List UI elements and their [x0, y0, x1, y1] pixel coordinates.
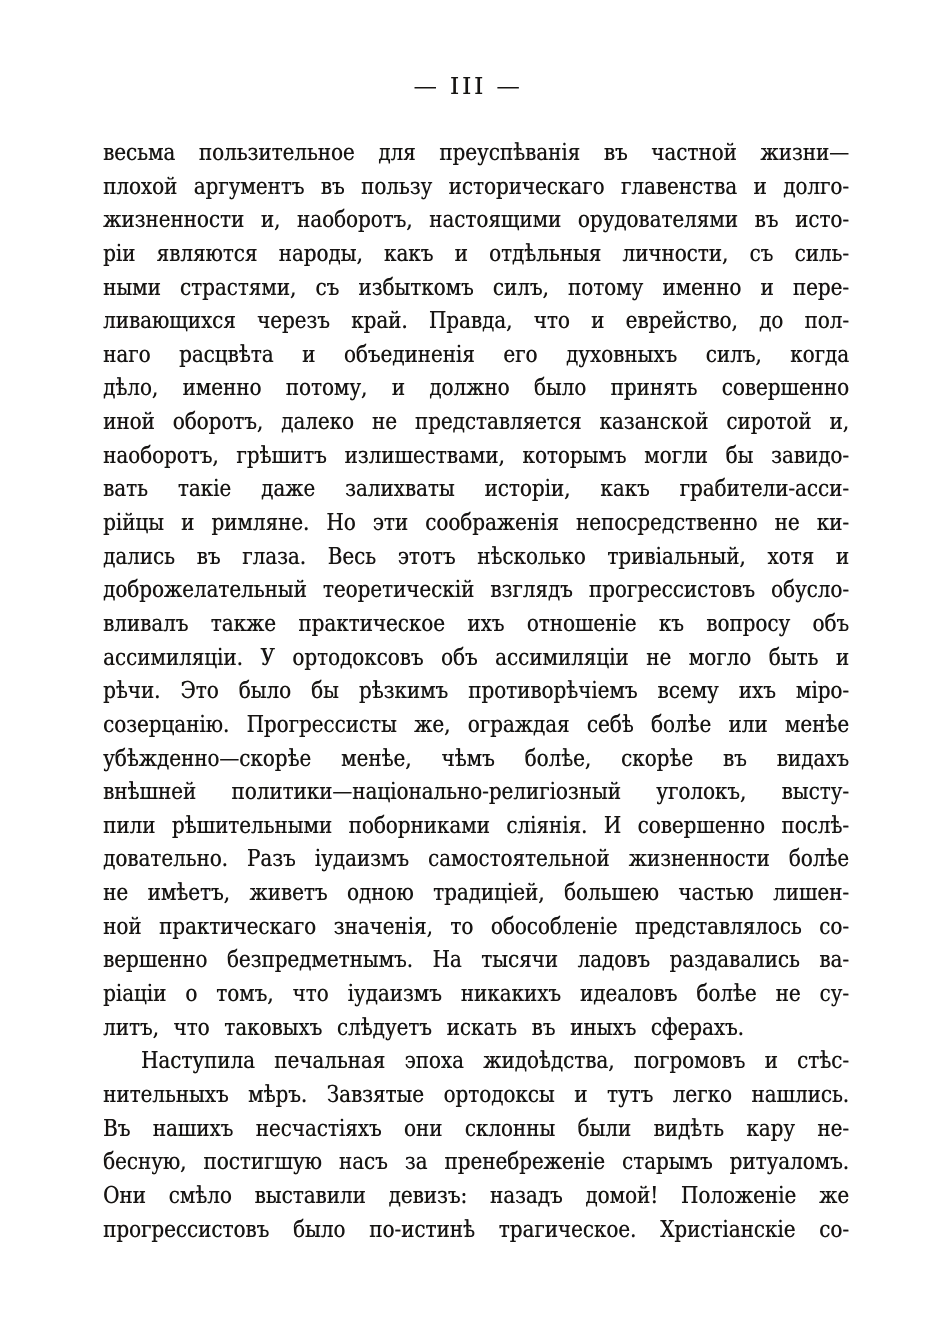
page-number: — III — [413, 74, 523, 100]
text-line: не имѣетъ, живетъ одною традиціей, большею частью лишен- [103, 880, 849, 907]
text-line: нительныхъ мѣръ. Завзятые ортодоксы и тутъ легко нашлись. [103, 1081, 849, 1108]
paragraph [103, 137, 849, 1045]
text-line: ной практическаго значенія, то обособленіе представлялось со- [103, 913, 849, 940]
text-line: наоборотъ, грѣшитъ излишествами, которымъ могли бы завидо- [103, 442, 849, 469]
text-block [103, 137, 849, 1247]
text-line: убѣжденно—скорѣе менѣе, чѣмъ болѣе, скорѣе въ видахъ [103, 745, 849, 772]
text-line: довательно. Разъ іудаизмъ самостоятельной жизненности болѣе [103, 846, 849, 873]
text-line: Они смѣло выставили девизъ: назадъ домой! Положеніе же [103, 1182, 849, 1209]
text-line: плохой аргументъ въ пользу историческаго главенства и долго- [103, 173, 849, 200]
text-line: ріи являются народы, какъ и отдѣльныя личности, съ силь- [103, 240, 849, 267]
text-line: дались въ глаза. Весь этотъ нѣсколько тривіальный, хотя и [103, 543, 849, 570]
text-line: Въ нашихъ несчастіяхъ они склонны были видѣть кару не- [103, 1115, 849, 1142]
text-line: дѣло, именно потому, и должно было принять совершенно [103, 375, 849, 402]
text-line: созерцанію. Прогрессисты же, ограждая себѣ болѣе или менѣе [103, 711, 849, 738]
text-line: доброжелательный теоретическій взглядъ прогрессистовъ обусло- [103, 577, 849, 604]
paragraph [103, 1045, 849, 1247]
text-line: ассимиляціи. У ортодоксовъ объ ассимиляціи не могло быть и [103, 644, 849, 671]
text-line: жизненности и, наоборотъ, настоящими орудователями въ исто- [103, 207, 849, 234]
text-line: ными страстями, съ избыткомъ силъ, потому именно и пере- [103, 274, 849, 301]
text-line: весьма пользительное для преуспѣванія въ частной жизни— [103, 140, 849, 166]
text-line: наго расцвѣта и объединенія его духовныхъ силъ, когда [103, 341, 849, 368]
text-line: литъ, что таковыхъ слѣдуетъ искать въ иныхъ сферахъ. [103, 1014, 744, 1041]
text-line: пили рѣшительными поборниками сліянія. И совершенно послѣ- [103, 812, 849, 839]
text-line: Наступила печальная эпоха жидоѣдства, погромовъ и стѣс- [140, 1048, 849, 1075]
text-line: иной оборотъ, далеко не представляется казанской сиротой и, [103, 409, 849, 436]
text-line: внѣшней политики—національно-религіозный уголокъ, высту- [103, 779, 849, 806]
text-line: рійцы и римляне. Но эти соображенія непосредственно не ки- [103, 510, 849, 537]
text-line: вершенно безпредметнымъ. На тысячи ладовъ раздавались ва- [103, 947, 849, 974]
text-line: вать такіе даже залихваты исторіи, какъ грабители-асси- [103, 476, 849, 503]
text-line: ливающихся черезъ край. Правда, что и еврейство, до пол- [103, 308, 849, 335]
text-line: рѣчи. Это было бы рѣзкимъ противорѣчіемъ всему ихъ міро- [103, 678, 849, 705]
text-line: прогрессистовъ было по-истинѣ трагическое. Христіанскіе со- [103, 1216, 849, 1243]
text-line: ріаціи о томъ, что іудаизмъ никакихъ идеаловъ болѣе не су- [103, 981, 849, 1008]
text-line: вливалъ также практическое ихъ отношеніе къ вопросу объ [103, 610, 849, 637]
text-line: бесную, постигшую насъ за пренебреженіе старымъ ритуаломъ. [103, 1149, 849, 1176]
